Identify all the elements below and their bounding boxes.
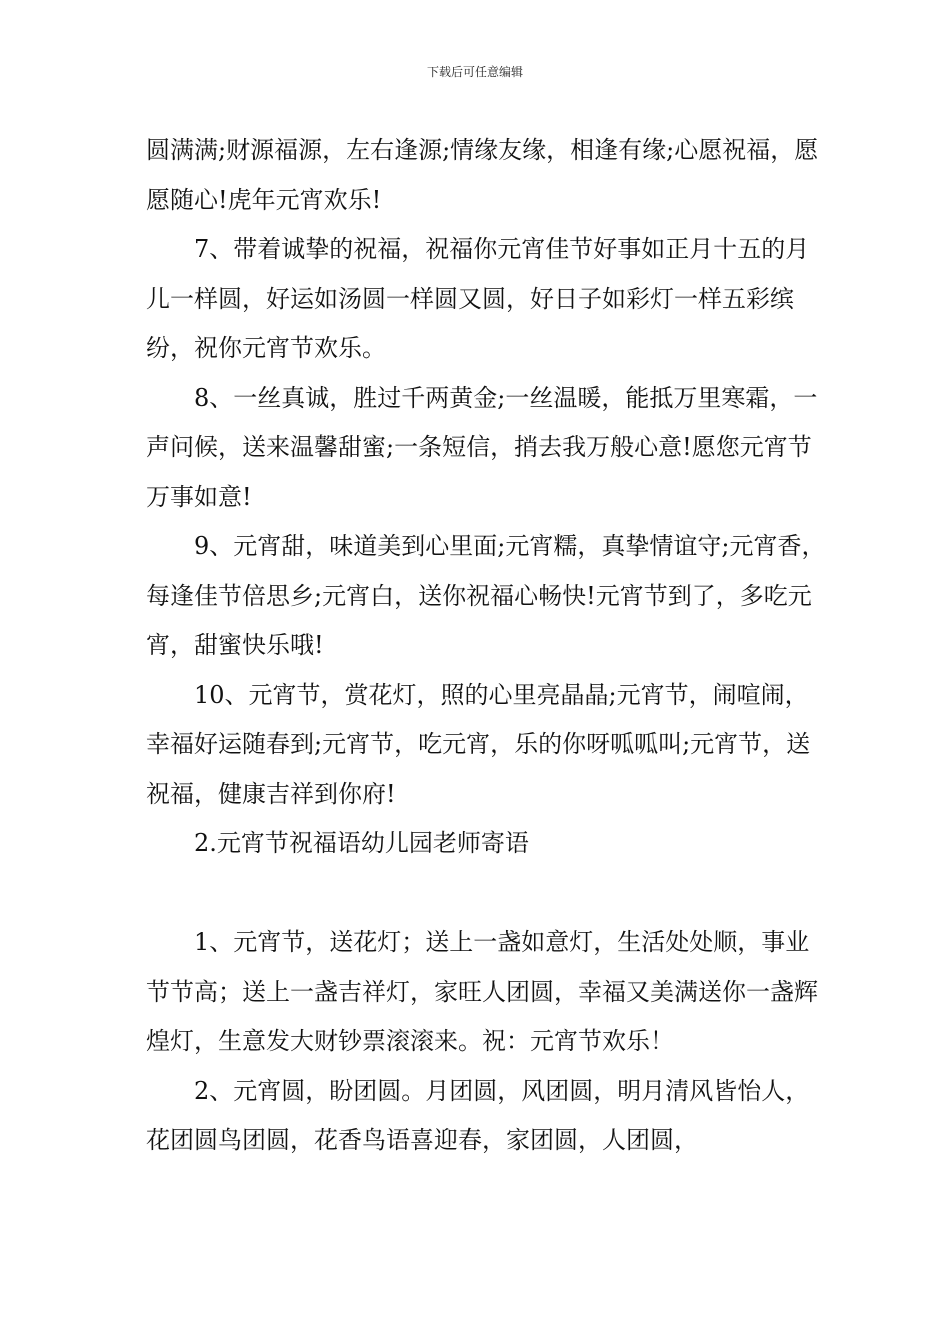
document-body bbox=[146, 126, 826, 1166]
section-title: 2.元宵节祝福语幼儿园老师寄语 bbox=[194, 829, 529, 857]
blank-line bbox=[146, 869, 826, 919]
paragraph-item-9: 9、元宵甜，味道美到心里面;元宵糯，真挚情谊守;元宵香，每逢佳节倍思乡;元宵白，送你祝福心畅快!元宵节到了，多吃元宵，甜蜜快乐哦! bbox=[146, 532, 826, 659]
paragraph-item-7: 7、带着诚挚的祝福，祝福你元宵佳节好事如正月十五的月儿一样圆，好运如汤圆一样圆又圆，好日子如彩灯一样五彩缤纷，祝你元宵节欢乐。 bbox=[146, 235, 810, 362]
section-paragraph-item-1: 1、元宵节，送花灯；送上一盏如意灯，生活处处顺，事业节节高；送上一盏吉祥灯，家旺人团圆，幸福又美满送你一盏辉煌灯，生意发大财钞票滚滚来。祝：元宵节欢乐！ bbox=[146, 928, 818, 1055]
paragraph-item-8: 8、一丝真诚，胜过千两黄金;一丝温暖，能抵万里寒霜，一声问候，送来温馨甜蜜;一条短信，捎去我万般心意!愿您元宵节万事如意! bbox=[146, 383, 818, 511]
section-paragraph-item-2: 2、元宵圆，盼团圆。月团圆，风团圆，明月清风皆怡人，花团圆鸟团圆，花香鸟语喜迎春，家团圆，人团圆， bbox=[146, 1076, 810, 1154]
paragraph-item-10: 10、元宵节，赏花灯，照的心里亮晶晶;元宵节，闹喧闹，幸福好运随春到;元宵节，吃元宵，乐的你呀呱呱叫;元宵节，送祝福，健康吉祥到你府! bbox=[146, 680, 811, 808]
page-header: 下载后可任意编辑 bbox=[426, 65, 523, 79]
paragraph-continued: 圆满满;财源福源，左右逢源;情缘友缘，相逢有缘;心愿祝福，愿愿随心!虎年元宵欢乐! bbox=[146, 136, 819, 214]
